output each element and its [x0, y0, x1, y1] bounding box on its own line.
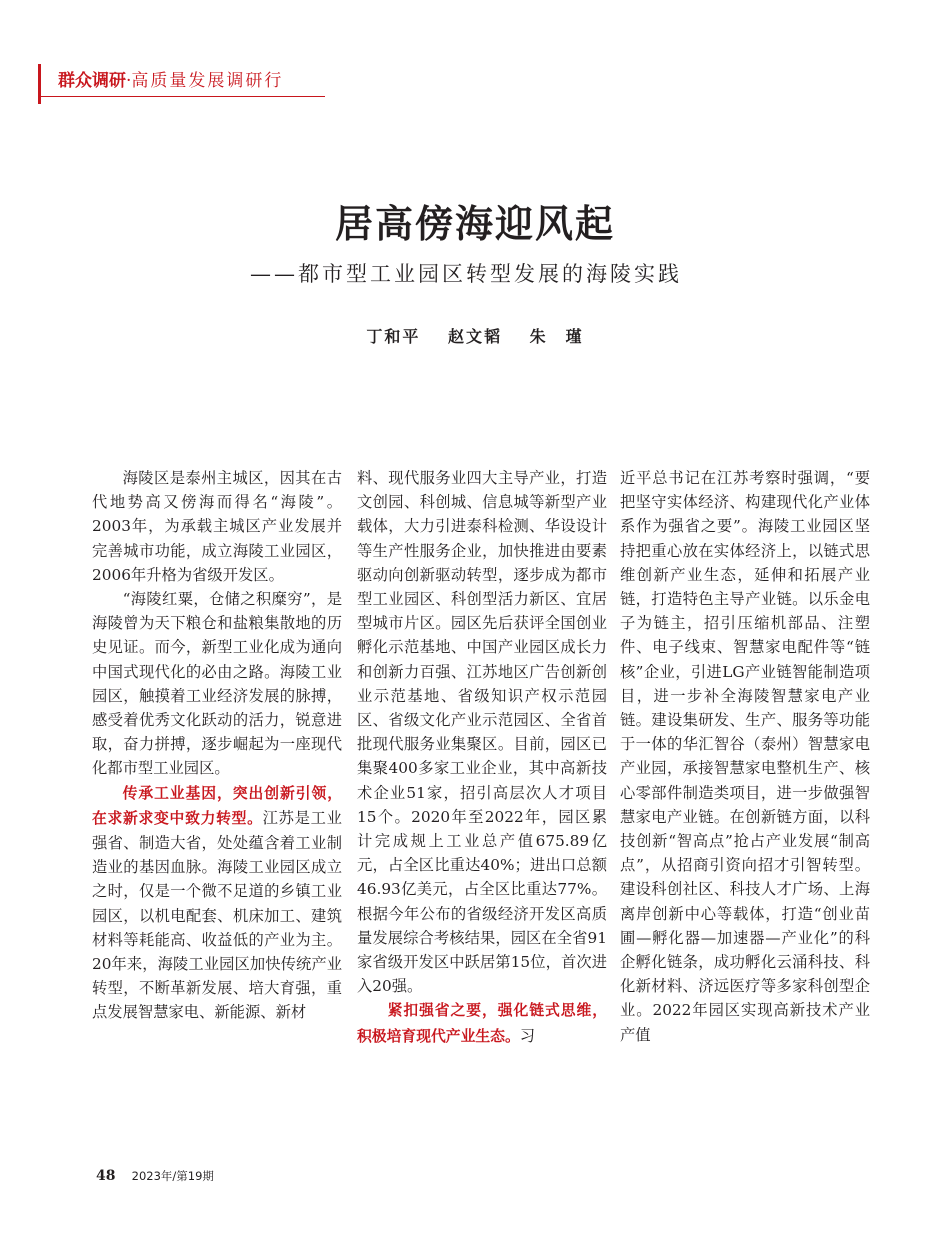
- body-column-2: [357, 466, 607, 1156]
- article-title: 居高傍海迎风起: [334, 201, 615, 246]
- paragraph: [92, 781, 342, 1025]
- author-list: [0, 324, 950, 347]
- article-subtitle: ——都市型工业园区转型发展的海陵实践: [250, 262, 682, 286]
- body-column-1: [92, 466, 342, 1156]
- paragraph: 近平总书记在江苏考察时强调，“要把坚守实体经济、构建现代化产业体系作为强省之要”。海陵工业园区坚持把重心放在实体经济上，以链式思维创新产业生态，延伸和拓展产业链，打造特色主导产业链。以乐金电子为链主，招引压缩机部品、注塑件、电子线束、智慧家电配件等“链核”企业，引进LG产业链智能制造项目，进一步补全海陵智慧家电产业链。建设集研发、生产、服务等功能于一体的华汇智谷（泰州）智慧家电产业园，承接智慧家电整机生产、核心零部件制造类项目，进一步做强智慧家电产业链。在创新链方面，以科技创新“智高点”抢占产业发展“制高点”，从招商引资向招才引智转型。建设科创社区、科技人才广场、上海离岸创新中心等载体，打造“创业苗圃—孵化器—加速器—产业化”的科企孵化链条，成功孵化云涌科技、科化新材料、济远医疗等多家科创型企业。2022年园区实现高新技术产业产值: [620, 469, 870, 1044]
- header-rule: [38, 96, 325, 97]
- paragraph-lead-heading: 紧扣强省之要，强化链式思维，积极培育现代产业生态。: [357, 1002, 607, 1045]
- issue-label: 2023年/第19期: [131, 1169, 214, 1183]
- paragraph-text: 江苏是工业强省、制造大省，处处蕴含着工业制造业的基因血脉。海陵工业园区成立之时，仅是一个微不足道的乡镇工业园区，以机电配套、机床加工、建筑材料等耗能高、收益低的产业为主。20年来，海陵工业园区加快传统产业转型，不断革新发展、培大育强，重点发展智慧家电、新能源、新材: [92, 808, 342, 1022]
- section-name: 群众调研: [58, 71, 126, 91]
- paragraph: 料、现代服务业四大主导产业，打造文创园、科创城、信息城等新型产业载体，大力引进泰科检测、华设设计等生产性服务企业，加快推进由要素驱动向创新驱动转型，逐步成为都市型工业园区、科创型活力新区、宜居型城市片区。园区先后获评全国创业孵化示范基地、中国产业园区成长力和创新力百强、江苏地区广告创新创业示范基地、省级知识产权示范园区、省级文化产业示范园区、全省首批现代服务业集聚区。目前，园区已集聚400多家工业企业，其中高新技术企业51家，招引高层次人才项目15个。2020年至2022年，园区累计完成规上工业总产值675.89亿元，占全区比重达40%；进出口总额46.93亿美元，占全区比重达77%。根据今年公布的省级经济开发区高质量发展综合考核结果，园区在全省91家省级开发区中跃居第15位，首次进入20强。: [357, 469, 607, 996]
- author-name: 赵文韬: [447, 327, 502, 346]
- subsection-name: 高质量发展调研行: [131, 71, 284, 91]
- paragraph-text: 习: [519, 1026, 536, 1045]
- author-name: 丁和平: [366, 327, 421, 346]
- author-name: 朱 瑾: [529, 327, 584, 346]
- header-separator: ·: [126, 71, 132, 91]
- page-number: 48: [96, 1168, 116, 1184]
- header-accent-bar: [38, 64, 41, 104]
- body-column-3: [620, 466, 870, 1156]
- paragraph: “海陵红粟，仓储之积糜穷”，是海陵曾为天下粮仓和盐粮集散地的历史见证。而今，新型工业化成为通向中国式现代化的必由之路。海陵工业园区，触摸着工业经济发展的脉搏，感受着优秀文化跃动的活力，锐意进取，奋力拼搏，逐步崛起为一座现代化都市型工业园区。: [92, 590, 342, 778]
- page-footer: [96, 1168, 214, 1184]
- paragraph-lead-heading: 传承工业基因，突出创新引领，在求新求变中致力转型。: [92, 784, 342, 827]
- running-header: [58, 66, 283, 91]
- paragraph: 海陵区是泰州主城区，因其在古代地势高又傍海而得名“海陵”。2003年，为承载主城区产业发展并完善城市功能，成立海陵工业园区，2006年升格为省级开发区。: [92, 469, 342, 584]
- paragraph: [357, 998, 607, 1048]
